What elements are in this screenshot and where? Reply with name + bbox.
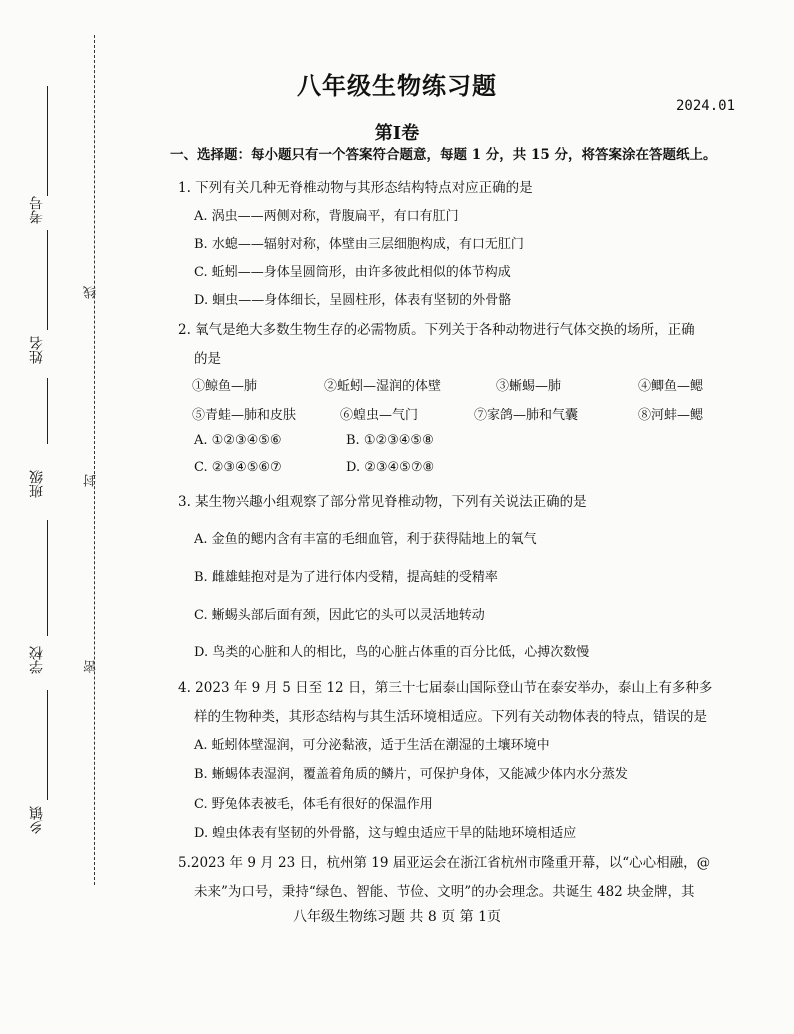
binding-dashed-line <box>94 35 95 885</box>
q4-option-d: D. 蝗虫体表有坚韧的外骨骼，这与蝗虫适应干旱的陆地环境相适应 <box>194 826 577 841</box>
q2-match-item: ⑦家鸽—肺和气囊 <box>474 408 579 423</box>
question-5-stem-line-1: 5.2023 年 9 月 23 日，杭州第 19 届亚运会在浙江省杭州市隆重开幕，以“心心相融，@ <box>178 855 711 871</box>
question-5-stem-line-2: 未来”为口号，秉持“绿色、智能、节俭、文明”的办会理念。共诞生 482 块金牌，其 <box>194 884 695 900</box>
q4-option-c: C. 野兔体表被毛，体毛有很好的保温作用 <box>194 797 433 812</box>
q2-option-c: C. ②③④⑤⑥⑦ <box>194 460 282 475</box>
q2-match-item: ⑧河蚌—鳃 <box>638 408 704 423</box>
q2-match-item: ③蜥蜴—肺 <box>496 379 562 394</box>
q3-option-d: D. 鸟类的心脏和人的相比，鸟的心脏占体重的百分比低，心搏次数慢 <box>194 645 590 660</box>
township-blank <box>47 690 48 800</box>
section-heading: 一、选择题：每小题只有一个答案符合题意，每题 1 分，共 15 分，将答案涂在答题纸上。 <box>170 147 717 163</box>
page-title: 八年级生物练习题 <box>297 71 497 100</box>
q4-option-a: A. 蚯蚓体壁湿润，可分泌黏液，适于生活在潮湿的土壤环境中 <box>194 738 550 753</box>
q2-match-item: ②蚯蚓—湿润的体壁 <box>324 379 442 394</box>
q1-option-b: B. 水螅——辐射对称，体壁由三层细胞构成，有口无肛门 <box>194 237 524 252</box>
seal-seal-char: 封 <box>84 474 99 487</box>
exam-number-label: 考号 <box>29 196 45 224</box>
question-4-stem-line-2: 样的生物种类，其形态结构与其生活环境相适应。下列有关动物体表的特点，错误的是 <box>194 709 707 725</box>
township-label: 乡镇 <box>29 806 45 834</box>
seal-line-char: 线 <box>84 286 99 299</box>
volume-heading: 第Ⅰ卷 <box>374 123 420 144</box>
page-footer: 八年级生物练习题 共 8 页 第 1页 <box>292 909 502 925</box>
question-2-stem-line-1: 2. 氧气是绝大多数生物生存的必需物质。下列关于各种动物进行气体交换的场所，正确 <box>178 322 695 338</box>
class-blank <box>47 378 48 444</box>
name-label: 姓名 <box>29 336 45 364</box>
q3-option-c: C. 蜥蜴头部后面有颈，因此它的头可以灵活地转动 <box>194 608 485 623</box>
q2-match-item: ①鲸鱼—肺 <box>192 379 258 394</box>
q2-match-item: ④鲫鱼—鳃 <box>638 379 704 394</box>
q3-option-a: A. 金鱼的鳃内含有丰富的毛细血管，利于获得陆地上的氧气 <box>194 532 537 547</box>
q2-option-d: D. ②③④⑤⑦⑧ <box>346 460 435 475</box>
school-label: 学校 <box>29 646 45 674</box>
q1-option-a: A. 涡虫——两侧对称，背腹扁平，有口有肛门 <box>194 209 459 224</box>
q2-match-item: ⑤青蛙—肺和皮肤 <box>192 408 297 423</box>
question-1-stem: 1. 下列有关几种无脊椎动物与其形态结构特点对应正确的是 <box>178 180 533 196</box>
seal-secret-char: 密 <box>84 660 99 673</box>
q2-option-a: A. ①②③④⑤⑥ <box>194 433 282 448</box>
class-label: 班级 <box>29 470 45 498</box>
question-4-stem-line-1: 4. 2023 年 9 月 5 日至 12 日，第三十七届泰山国际登山节在泰安举办，泰山上有多种多 <box>178 680 713 696</box>
school-blank <box>47 520 48 636</box>
q2-option-b: B. ①②③④⑤⑧ <box>346 433 434 448</box>
q1-option-c: C. 蚯蚓——身体呈圆筒形，由许多彼此相似的体节构成 <box>194 265 511 280</box>
question-3-stem: 3. 某生物兴趣小组观察了部分常见脊椎动物，下列有关说法正确的是 <box>178 494 587 510</box>
exam-date: 2024.01 <box>676 98 736 114</box>
q1-option-d: D. 蛔虫——身体细长，呈圆柱形，体表有坚韧的外骨骼 <box>194 293 512 308</box>
name-blank <box>47 230 48 330</box>
q4-option-b: B. 蜥蜴体表湿润，覆盖着角质的鳞片，可保护身体，又能减少体内水分蒸发 <box>194 767 628 782</box>
q3-option-b: B. 雌雄蛙抱对是为了进行体内受精，提高蛙的受精率 <box>194 570 498 585</box>
q2-match-item: ⑥蝗虫—气门 <box>340 408 419 423</box>
question-2-stem-line-2: 的是 <box>194 351 221 367</box>
